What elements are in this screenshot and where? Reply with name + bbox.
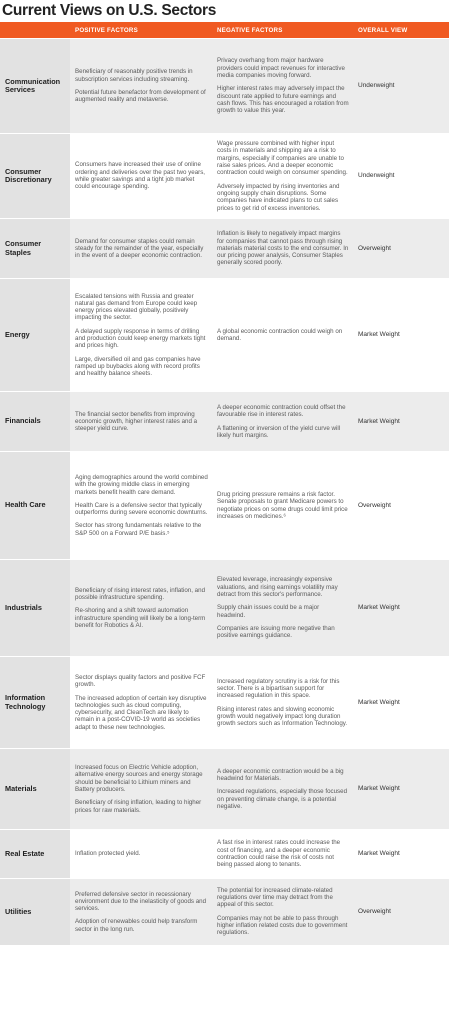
positive-factor-text: The financial sector benefits from improving economic growth, higher interest rates and a steeper yield curve. — [75, 410, 198, 433]
overall-view-value: Overweight — [353, 219, 449, 279]
negative-factors-cell — [212, 879, 353, 945]
table-header-row — [0, 22, 449, 39]
negative-factor-text: Wage pressure combined with higher input costs in materials and shipping are a risk to margins, especially if companies are unable to raise sales prices. And a deeper economic contraction could weigh on consumer spending. — [217, 140, 348, 177]
table-row — [0, 560, 449, 657]
positive-factor-text: Re-shoring and a shift toward automation infrastructure spending will likely be a long-term benefit for Robotics & AI. — [75, 607, 206, 629]
positive-factor-text: Beneficiary of rising inflation, leading to higher prices for raw materials. — [75, 799, 202, 814]
overall-view-value: Market Weight — [353, 749, 449, 830]
positive-factor-text: Inflation protected yield. — [75, 850, 141, 858]
negative-factors-cell — [212, 749, 353, 830]
negative-factors-cell — [212, 560, 353, 657]
positive-factor-text: Sector displays quality factors and positive FCF growth. — [75, 673, 206, 689]
positive-factor-text: Preferred defensive sector in recessionary environment due to the inelasticity of goods and services. — [75, 890, 207, 913]
table-row — [0, 279, 449, 392]
table-row — [0, 39, 449, 134]
negative-factor-text: Adversely impacted by rising inventories and ongoing supply chain disruptions. Some companies have indicated plans to cut sales prices to get rid of excess inventories. — [217, 182, 340, 212]
positive-factor-text: Consumers have increased their use of online ordering and deliveries over the past two years, while greater savings and a tight job market could encourage spending. — [75, 161, 206, 191]
positive-factors-cell — [70, 749, 212, 830]
negative-factor-text: A global economic contraction could weigh on demand. — [217, 327, 343, 342]
negative-factor-text: A deeper economic contraction would be a big headwind for Materials. — [217, 767, 344, 783]
table-body — [0, 39, 449, 945]
negative-factor-text: Inflation is likely to negatively impact margins for companies that cannot pass through rising materials material costs to the end consumer. In our pricing power analysis, Consumer Staples generally scored poorly. — [217, 230, 349, 267]
positive-factor-text: Health Care is a defensive sector that typically outperforms during severe economic downturns. — [75, 501, 208, 517]
negative-factor-text: Privacy overhang from major hardware providers could impact revenues for interactive media companies moving forward. — [217, 57, 345, 80]
header-sector — [0, 22, 70, 39]
header-positive-factors: POSITIVE FACTORS — [70, 22, 212, 39]
table-row — [0, 134, 449, 219]
page-title: Current Views on U.S. Sectors — [2, 2, 217, 19]
positive-factor-text: Sector has strong fundamentals relative to the S&P 500 on a Forward P/E basis.⁵ — [75, 522, 202, 537]
positive-factors-cell — [70, 392, 212, 452]
positive-factor-text: Demand for consumer staples could remain steady for the remainder of the year, especially in the event of a deeper economic contraction. — [75, 237, 204, 260]
overall-view-value: Market Weight — [353, 392, 449, 452]
negative-factors-cell — [212, 134, 353, 219]
overall-view-value: Market Weight — [353, 279, 449, 392]
table-row — [0, 749, 449, 830]
sector-name: Industrials — [0, 560, 70, 657]
negative-factors-cell — [212, 39, 353, 134]
overall-view-value: Underweight — [353, 39, 449, 134]
negative-factors-cell — [212, 830, 353, 879]
table-row — [0, 657, 449, 749]
positive-factors-cell — [70, 879, 212, 945]
sector-name: Information Technology — [0, 657, 70, 749]
negative-factors-cell — [212, 219, 353, 279]
negative-factor-text: Companies may not be able to pass through higher inflation related costs due to government regulations. — [217, 914, 348, 937]
sector-name: Consumer Staples — [0, 219, 70, 279]
negative-factor-text: A fast rise in interest rates could increase the cost of financing, and a deeper economic contraction could raise the risk of costs not being passed along to tenants. — [217, 839, 341, 869]
negative-factor-text: A deeper economic contraction could offset the favourable rise in interest rates. — [217, 403, 346, 419]
positive-factors-cell — [70, 134, 212, 219]
positive-factors-cell — [70, 560, 212, 657]
negative-factor-text: The potential for increased climate-related regulations over time may detract from the appeal of this sector. — [217, 886, 333, 909]
sector-name: Utilities — [0, 879, 70, 945]
negative-factors-cell — [212, 452, 353, 560]
positive-factor-text: Increased focus on Electric Vehicle adoption, alternative energy sources and energy storage should be beneficial to Lithium miners and Battery producers. — [75, 764, 203, 793]
overall-view-value: Market Weight — [353, 657, 449, 749]
sector-views-table — [0, 22, 449, 945]
overall-view-value: Underweight — [353, 134, 449, 219]
table-row — [0, 452, 449, 560]
overall-view-value: Overweight — [353, 452, 449, 560]
positive-factors-cell — [70, 657, 212, 749]
positive-factors-cell — [70, 452, 212, 560]
positive-factor-text: Beneficiary of rising interest rates, inflation, and possible infrastructure spending. — [75, 586, 206, 602]
negative-factor-text: Drug pricing pressure remains a risk factor. Senate proposals to grant Medicare powers to negotiate prices on some drugs could limit price increases on medicines.⁶ — [217, 490, 348, 520]
sector-name: Health Care — [0, 452, 70, 560]
negative-factor-text: Companies are issuing more negative than positive earnings guidance. — [217, 624, 335, 640]
header-negative-factors: NEGATIVE FACTORS — [212, 22, 353, 39]
negative-factor-text: A flattening or inversion of the yield curve will likely hurt margins. — [217, 424, 341, 439]
negative-factor-text: Supply chain issues could be a major headwind. — [217, 604, 320, 619]
negative-factor-text: Rising interest rates and slowing economic growth would negatively impact long duration growth sectors such as Information Technology. — [217, 705, 348, 728]
positive-factors-cell — [70, 219, 212, 279]
negative-factors-cell — [212, 657, 353, 749]
sector-name: Materials — [0, 749, 70, 830]
table-row — [0, 219, 449, 279]
sector-name: Communication Services — [0, 39, 70, 134]
sector-name: Financials — [0, 392, 70, 452]
table-row — [0, 879, 449, 945]
positive-factors-cell — [70, 39, 212, 134]
table-row — [0, 830, 449, 879]
overall-view-value: Market Weight — [353, 560, 449, 657]
negative-factor-text: Higher interest rates may adversely impact the discount rate applied to future earnings and cash flows. This has encouraged a rotation from growth to value this year. — [217, 85, 349, 115]
table-row — [0, 392, 449, 452]
positive-factor-text: Aging demographics around the world combined with the growing middle class in emerging markets benefit health care demand. — [75, 473, 208, 496]
negative-factor-text: Elevated leverage, increasingly expensive valuations, and rising earnings volatility may detract from this sector's performance. — [217, 576, 338, 599]
overall-view-value: Overweight — [353, 879, 449, 945]
overall-view-value: Market Weight — [353, 830, 449, 879]
negative-factor-text: Increased regulations, especially those focused on preventing climate change, is a potential negative. — [217, 788, 348, 810]
positive-factor-text: The increased adoption of certain key disruptive technologies such as cloud computing, cybersecurity, and CleanTech are likely to remain in a post-COVID-19 world as societies adapt to these new technologies. — [75, 694, 207, 731]
header-overall-view: OVERALL VIEW — [353, 22, 449, 39]
positive-factor-text: Large, diversified oil and gas companies have ramped up buybacks along with record profits and healthy balance sheets. — [75, 355, 201, 378]
sector-name: Energy — [0, 279, 70, 392]
negative-factors-cell — [212, 279, 353, 392]
sector-name: Consumer Discretionary — [0, 134, 70, 219]
positive-factor-text: A delayed supply response in terms of drilling and production could keep energy markets tight and prices high. — [75, 327, 206, 350]
positive-factor-text: Escalated tensions with Russia and greater natural gas demand from Europe could keep energy prices elevated globally, positively impacting the sector. — [75, 292, 198, 322]
sector-name: Real Estate — [0, 830, 70, 879]
positive-factors-cell — [70, 830, 212, 879]
positive-factors-cell — [70, 279, 212, 392]
negative-factors-cell — [212, 392, 353, 452]
positive-factor-text: Adoption of renewables could help transform sector in the long run. — [75, 918, 198, 933]
positive-factor-text: Potential future benefactor from development of augmented reality and metaverse. — [75, 89, 206, 104]
negative-factor-text: Increased regulatory scrutiny is a risk for this sector. There is a bipartisan support for increased regulation in this space. — [217, 677, 340, 700]
positive-factor-text: Beneficiary of reasonably positive trends in subscription services including streaming. — [75, 68, 193, 83]
